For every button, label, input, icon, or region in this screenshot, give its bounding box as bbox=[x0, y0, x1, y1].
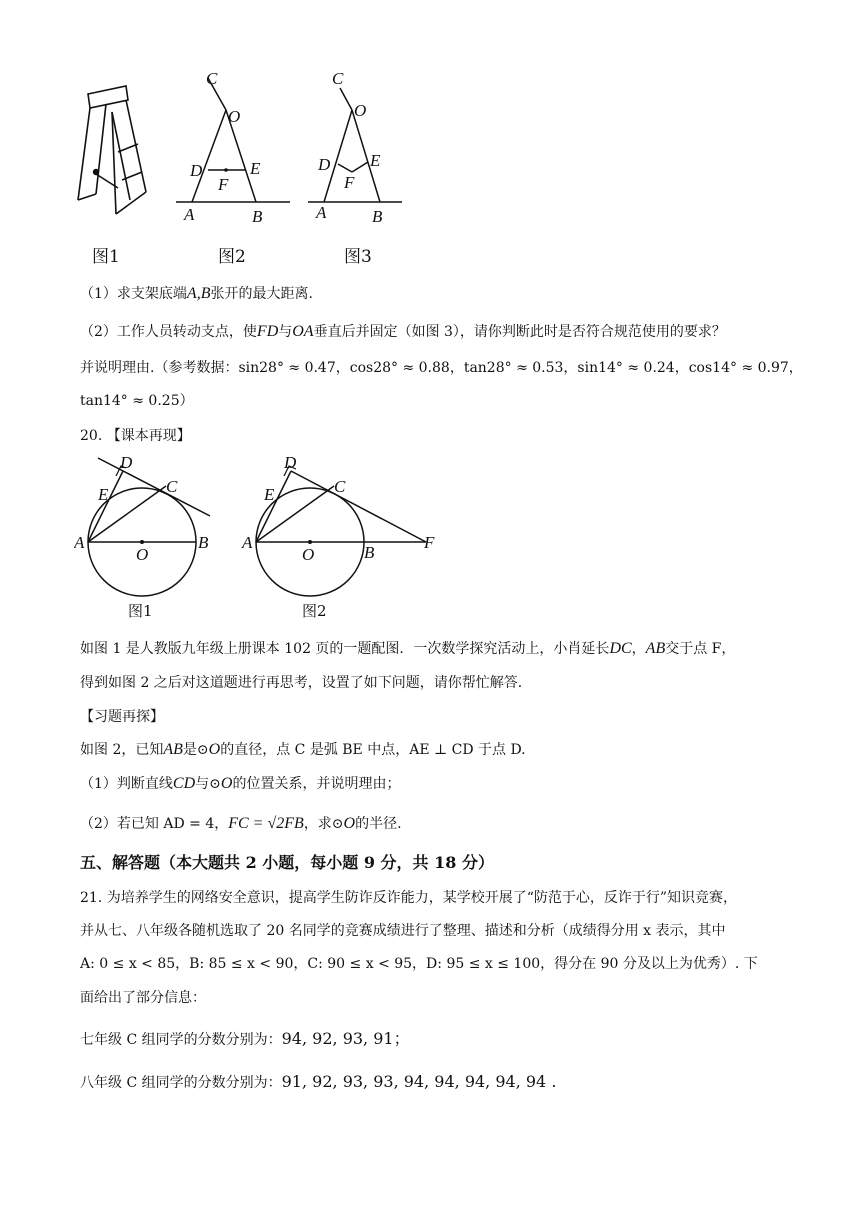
q21-line3: A: 0 ≤ x < 85，B: 85 ≤ x < 90，C: 90 ≤ x < 95，D: 95 ≤ x ≤ 100，得分在 90 分及以上为优秀）. 下 bbox=[80, 956, 758, 972]
label-O: O bbox=[136, 545, 149, 564]
q20-figure-caption-1: 图1 bbox=[128, 602, 153, 620]
label-B: B bbox=[198, 533, 209, 552]
q21-grade7: 七年级 C 组同学的分数分别为：94, 92, 93, 91； bbox=[80, 1029, 410, 1048]
q19-part1: （1）求支架底端A,B张开的最大距离. bbox=[80, 285, 313, 302]
label-C: C bbox=[166, 477, 178, 496]
figure-caption-3: 图3 bbox=[344, 247, 372, 267]
q20-title: 20. 【课本再现】 bbox=[80, 428, 191, 444]
q20-figure-2-circle bbox=[240, 452, 445, 627]
label-B: B bbox=[252, 207, 263, 226]
figure-1-bracket bbox=[76, 82, 156, 222]
label-C: C bbox=[332, 69, 344, 88]
q20-part1: （1）判断直线CD与⊙O的位置关系，并说明理由； bbox=[80, 775, 401, 792]
q21-line2: 并从七、八年级各随机选取了 20 名同学的竞赛成绩进行了整理、描述和分析（成绩得分用 x 表示，其中 bbox=[80, 923, 726, 939]
label-E: E bbox=[370, 151, 381, 170]
label-F: F bbox=[424, 533, 435, 552]
label-A: A bbox=[242, 533, 253, 552]
q21-line4: 面给出了部分信息： bbox=[80, 990, 206, 1006]
label-C: C bbox=[206, 69, 218, 88]
q20-para1-line1: 如图 1 是人教版九年级上册课本 102 页的一题配图．一次数学探究活动上，小肖延长DC，AB交于点 F， bbox=[80, 640, 736, 657]
figure-caption-2: 图2 bbox=[218, 247, 246, 267]
q20-figure-caption-2: 图2 bbox=[302, 602, 327, 620]
q20-given: 如图 2，已知AB是⊙O的直径，点 C 是弧 BE 中点，AE ⊥ CD 于点 D. bbox=[80, 741, 526, 758]
label-D: D bbox=[190, 161, 203, 180]
label-D: D bbox=[318, 155, 331, 174]
q19-part2-line2: 并说明理由.（参考数据：sin28° ≈ 0.47，cos28° ≈ 0.88，tan28° ≈ 0.53，sin14° ≈ 0.24，cos14° ≈ 0.97， bbox=[80, 360, 803, 376]
label-A: A bbox=[74, 533, 85, 552]
label-A: A bbox=[316, 203, 327, 222]
q21-line1: 21. 为培养学生的网络安全意识，提高学生防诈反诈能力，某学校开展了“防范于心，反诈于行”知识竞赛， bbox=[80, 890, 738, 906]
label-F: F bbox=[218, 175, 229, 194]
label-D: D bbox=[120, 453, 133, 472]
label-B: B bbox=[372, 207, 383, 226]
figure-caption-1: 图1 bbox=[92, 247, 120, 267]
label-O: O bbox=[302, 545, 315, 564]
figure-2-triangle bbox=[170, 66, 300, 226]
label-C: C bbox=[334, 477, 346, 496]
label-B: B bbox=[364, 543, 375, 562]
label-O: O bbox=[228, 107, 241, 126]
q20-subtitle: 【习题再探】 bbox=[80, 709, 164, 725]
figure-3-triangle bbox=[302, 66, 412, 226]
label-D: D bbox=[284, 453, 297, 472]
label-O: O bbox=[354, 101, 367, 120]
section-5-heading: 五、解答题（本大题共 2 小题，每小题 9 分，共 18 分） bbox=[80, 853, 494, 872]
q20-para1-line2: 得到如图 2 之后对这道题进行再思考，设置了如下问题，请你帮忙解答. bbox=[80, 675, 523, 691]
q19-part2-line1: （2）工作人员转动支点，使FD与OA垂直后并固定（如图 3），请你判断此时是否符合规范使用的要求？ bbox=[80, 323, 726, 340]
label-E: E bbox=[264, 485, 275, 504]
q21-grade8: 八年级 C 组同学的分数分别为：91, 92, 93, 93, 94, 94, 94, 94, 94 . bbox=[80, 1072, 557, 1091]
label-A: A bbox=[184, 205, 195, 224]
q20-part2: （2）若已知 AD = 4，FC = √2FB，求⊙O的半径. bbox=[80, 815, 402, 832]
label-E: E bbox=[98, 485, 109, 504]
q19-part2-line3: tan14° ≈ 0.25） bbox=[80, 393, 194, 409]
label-E: E bbox=[250, 159, 261, 178]
label-F: F bbox=[344, 173, 355, 192]
